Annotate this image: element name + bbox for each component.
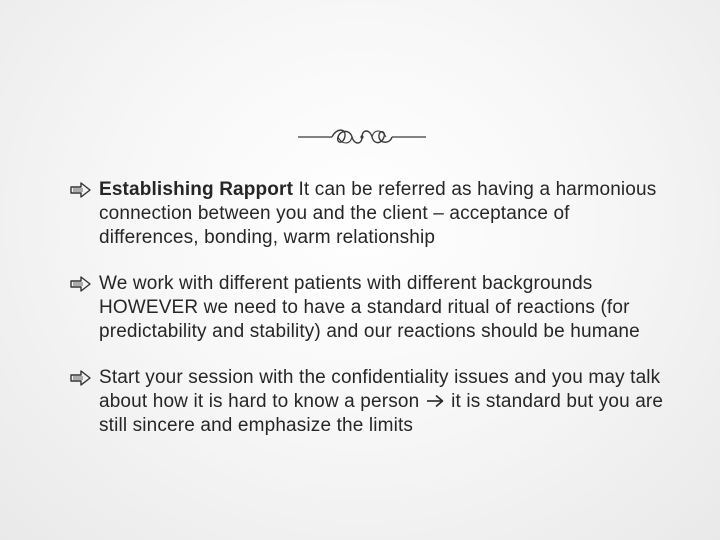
flourish-divider-icon [298, 124, 426, 150]
bullet-list [70, 178, 670, 460]
hollow-arrow-bullet-icon [70, 276, 92, 292]
right-arrow-icon [426, 394, 444, 408]
bullet-text-after: it is standard but you are still sincere and emphasize the limits [99, 391, 664, 436]
hollow-arrow-bullet-icon [70, 370, 92, 386]
hollow-arrow-bullet-icon [70, 182, 92, 198]
bullet-text: It can be referred as having a harmonious connection between you and the client – acceptance of differences, bonding, warm relationship [99, 179, 657, 248]
bullet-text: We work with different patients with different backgrounds HOWEVER we need to have a standard ritual of reactions (for predictability and stability) and our reactions should be humane [99, 273, 640, 342]
bullet-item-patients [70, 272, 670, 344]
bullet-lead: Establishing Rapport [99, 179, 294, 200]
bullet-item-rapport [70, 178, 670, 250]
bullet-text-before: Start your session with the confidentiality issues and you may talk about how it is hard to know a person [99, 367, 661, 412]
bullet-item-session [70, 366, 670, 438]
